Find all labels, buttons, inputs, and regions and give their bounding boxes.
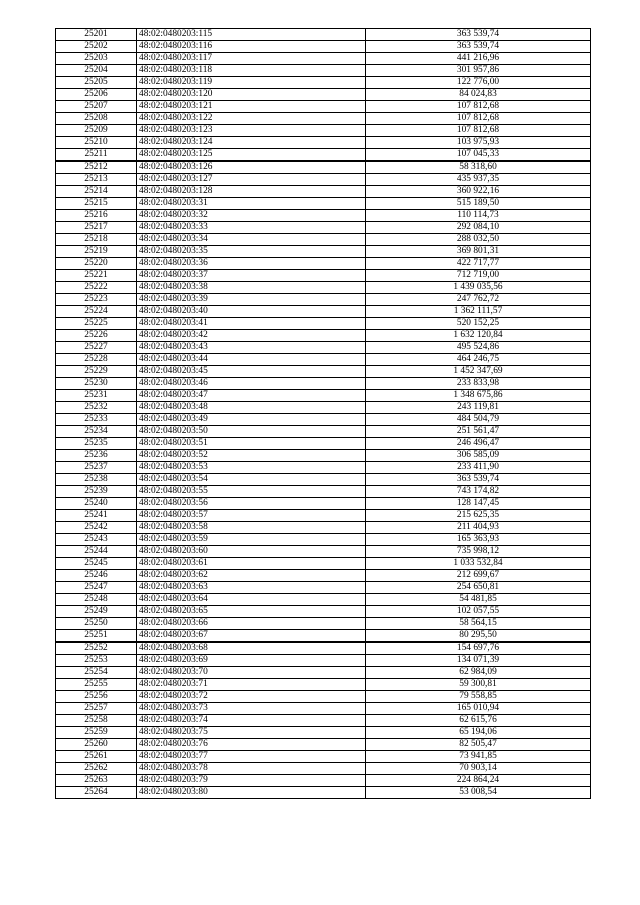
- row-number-cell: 25264: [56, 787, 137, 799]
- cadastral-value-cell: 233 411,90: [366, 462, 591, 474]
- row-number-cell: 25253: [56, 655, 137, 667]
- row-number-cell: 25223: [56, 294, 137, 306]
- table-row: [56, 546, 591, 558]
- row-number-cell: 25254: [56, 667, 137, 679]
- cadastral-number-cell: 48:02:0480203:36: [137, 258, 366, 270]
- row-number-cell: 25215: [56, 198, 137, 210]
- cadastral-number-cell: 48:02:0480203:79: [137, 775, 366, 787]
- row-number-cell: 25231: [56, 390, 137, 402]
- row-number-cell: 25242: [56, 522, 137, 534]
- row-number-cell: 25229: [56, 366, 137, 378]
- row-number-cell: 25236: [56, 450, 137, 462]
- cadastral-number-cell: 48:02:0480203:77: [137, 751, 366, 763]
- cadastral-number-cell: 48:02:0480203:47: [137, 390, 366, 402]
- cadastral-value-cell: 712 719,00: [366, 270, 591, 282]
- cadastral-number-cell: 48:02:0480203:39: [137, 294, 366, 306]
- table-row: [56, 763, 591, 775]
- row-number-cell: 25203: [56, 53, 137, 65]
- table-row: [56, 41, 591, 53]
- cadastral-number-cell: 48:02:0480203:35: [137, 246, 366, 258]
- row-number-cell: 25222: [56, 282, 137, 294]
- cadastral-value-cell: 306 585,09: [366, 450, 591, 462]
- cadastral-value-cell: 360 922,16: [366, 186, 591, 198]
- row-number-cell: 25202: [56, 41, 137, 53]
- row-number-cell: 25217: [56, 222, 137, 234]
- row-number-cell: 25228: [56, 354, 137, 366]
- cadastral-number-cell: 48:02:0480203:57: [137, 510, 366, 522]
- row-number-cell: 25230: [56, 378, 137, 390]
- cadastral-value-cell: 515 189,50: [366, 198, 591, 210]
- table-row: [56, 474, 591, 486]
- table-row: [56, 378, 591, 390]
- row-number-cell: 25239: [56, 486, 137, 498]
- row-number-cell: 25260: [56, 739, 137, 751]
- row-number-cell: 25208: [56, 113, 137, 125]
- cadastral-value-cell: 70 903,14: [366, 763, 591, 775]
- table-row: [56, 174, 591, 186]
- row-number-cell: 25225: [56, 318, 137, 330]
- row-number-cell: 25258: [56, 715, 137, 727]
- cadastral-value-cell: 743 174,82: [366, 486, 591, 498]
- cadastral-value-cell: 128 147,45: [366, 498, 591, 510]
- row-number-cell: 25209: [56, 125, 137, 137]
- table-row: [56, 715, 591, 727]
- row-number-cell: 25255: [56, 679, 137, 691]
- cadastral-number-cell: 48:02:0480203:49: [137, 414, 366, 426]
- table-row: [56, 655, 591, 667]
- table-row: [56, 727, 591, 739]
- cadastral-value-cell: 110 114,73: [366, 210, 591, 222]
- row-number-cell: 25262: [56, 763, 137, 775]
- cadastral-number-cell: 48:02:0480203:46: [137, 378, 366, 390]
- cadastral-number-cell: 48:02:0480203:71: [137, 679, 366, 691]
- cadastral-number-cell: 48:02:0480203:124: [137, 137, 366, 149]
- cadastral-value-cell: 1 362 111,57: [366, 306, 591, 318]
- table-row: [56, 246, 591, 258]
- cadastral-number-cell: 48:02:0480203:31: [137, 198, 366, 210]
- cadastral-number-cell: 48:02:0480203:61: [137, 558, 366, 570]
- cadastral-value-cell: 1 348 675,86: [366, 390, 591, 402]
- cadastral-number-cell: 48:02:0480203:54: [137, 474, 366, 486]
- cadastral-number-cell: 48:02:0480203:68: [137, 642, 366, 655]
- row-number-cell: 25261: [56, 751, 137, 763]
- cadastral-number-cell: 48:02:0480203:121: [137, 101, 366, 113]
- cadastral-value-cell: 62 984,09: [366, 667, 591, 679]
- table-row: [56, 402, 591, 414]
- cadastral-value-cell: 82 505,47: [366, 739, 591, 751]
- table-row: [56, 210, 591, 222]
- row-number-cell: 25244: [56, 546, 137, 558]
- cadastral-value-cell: 165 363,93: [366, 534, 591, 546]
- table-row: [56, 486, 591, 498]
- row-number-cell: 25245: [56, 558, 137, 570]
- cadastral-number-cell: 48:02:0480203:125: [137, 149, 366, 162]
- cadastral-number-cell: 48:02:0480203:59: [137, 534, 366, 546]
- cadastral-value-cell: 79 558,85: [366, 691, 591, 703]
- cadastral-value-cell: 215 625,35: [366, 510, 591, 522]
- row-number-cell: 25220: [56, 258, 137, 270]
- row-number-cell: 25247: [56, 582, 137, 594]
- row-number-cell: 25246: [56, 570, 137, 582]
- table-row: [56, 366, 591, 378]
- cadastral-value-cell: 363 539,74: [366, 474, 591, 486]
- cadastral-value-cell: 53 008,54: [366, 787, 591, 799]
- row-number-cell: 25221: [56, 270, 137, 282]
- cadastral-number-cell: 48:02:0480203:69: [137, 655, 366, 667]
- table-row: [56, 510, 591, 522]
- cadastral-number-cell: 48:02:0480203:48: [137, 402, 366, 414]
- row-number-cell: 25249: [56, 606, 137, 618]
- cadastral-value-cell: 107 045,33: [366, 149, 591, 162]
- table-row: [56, 29, 591, 41]
- cadastral-number-cell: 48:02:0480203:60: [137, 546, 366, 558]
- cadastral-number-cell: 48:02:0480203:78: [137, 763, 366, 775]
- row-number-cell: 25263: [56, 775, 137, 787]
- row-number-cell: 25259: [56, 727, 137, 739]
- cadastral-value-cell: 58 318,60: [366, 161, 591, 174]
- table-row: [56, 462, 591, 474]
- table-row: [56, 282, 591, 294]
- row-number-cell: 25234: [56, 426, 137, 438]
- table-row: [56, 330, 591, 342]
- cadastral-value-cell: 107 812,68: [366, 125, 591, 137]
- cadastral-number-cell: 48:02:0480203:64: [137, 594, 366, 606]
- row-number-cell: 25201: [56, 29, 137, 41]
- row-number-cell: 25207: [56, 101, 137, 113]
- row-number-cell: 25252: [56, 642, 137, 655]
- cadastral-number-cell: 48:02:0480203:62: [137, 570, 366, 582]
- cadastral-value-cell: 103 975,93: [366, 137, 591, 149]
- row-number-cell: 25214: [56, 186, 137, 198]
- cadastral-value-cell: 107 812,68: [366, 101, 591, 113]
- cadastral-value-cell: 107 812,68: [366, 113, 591, 125]
- table-row: [56, 65, 591, 77]
- row-number-cell: 25256: [56, 691, 137, 703]
- cadastral-number-cell: 48:02:0480203:56: [137, 498, 366, 510]
- cadastral-value-cell: 1 439 035,56: [366, 282, 591, 294]
- table-row: [56, 751, 591, 763]
- cadastral-number-cell: 48:02:0480203:34: [137, 234, 366, 246]
- table-row: [56, 498, 591, 510]
- table-row: [56, 667, 591, 679]
- cadastral-value-cell: 58 564,15: [366, 618, 591, 630]
- cadastral-number-cell: 48:02:0480203:123: [137, 125, 366, 137]
- cadastral-value-cell: 54 481,85: [366, 594, 591, 606]
- cadastral-number-cell: 48:02:0480203:43: [137, 342, 366, 354]
- table-row: [56, 570, 591, 582]
- cadastral-value-cell: 301 957,86: [366, 65, 591, 77]
- cadastral-value-cell: 62 615,76: [366, 715, 591, 727]
- table-row: [56, 414, 591, 426]
- table-row: [56, 522, 591, 534]
- table-row: [56, 390, 591, 402]
- row-number-cell: 25240: [56, 498, 137, 510]
- cadastral-number-cell: 48:02:0480203:80: [137, 787, 366, 799]
- row-number-cell: 25248: [56, 594, 137, 606]
- table-row: [56, 775, 591, 787]
- row-number-cell: 25243: [56, 534, 137, 546]
- table-row: [56, 234, 591, 246]
- table-row: [56, 342, 591, 354]
- cadastral-number-cell: 48:02:0480203:51: [137, 438, 366, 450]
- cadastral-number-cell: 48:02:0480203:44: [137, 354, 366, 366]
- row-number-cell: 25219: [56, 246, 137, 258]
- table-row: [56, 691, 591, 703]
- row-number-cell: 25237: [56, 462, 137, 474]
- cadastral-value-cell: 73 941,85: [366, 751, 591, 763]
- cadastral-value-cell: 65 194,06: [366, 727, 591, 739]
- cadastral-number-cell: 48:02:0480203:75: [137, 727, 366, 739]
- cadastral-value-cell: 363 539,74: [366, 41, 591, 53]
- table-row: [56, 582, 591, 594]
- cadastral-number-cell: 48:02:0480203:55: [137, 486, 366, 498]
- table-row: [56, 270, 591, 282]
- row-number-cell: 25205: [56, 77, 137, 89]
- cadastral-value-table: [55, 28, 591, 799]
- cadastral-number-cell: 48:02:0480203:73: [137, 703, 366, 715]
- row-number-cell: 25233: [56, 414, 137, 426]
- cadastral-value-cell: 484 504,79: [366, 414, 591, 426]
- table-row: [56, 618, 591, 630]
- cadastral-number-cell: 48:02:0480203:32: [137, 210, 366, 222]
- row-number-cell: 25232: [56, 402, 137, 414]
- cadastral-value-cell: 212 699,67: [366, 570, 591, 582]
- cadastral-value-cell: 224 864,24: [366, 775, 591, 787]
- cadastral-value-cell: 233 833,98: [366, 378, 591, 390]
- cadastral-number-cell: 48:02:0480203:52: [137, 450, 366, 462]
- row-number-cell: 25235: [56, 438, 137, 450]
- table-row: [56, 137, 591, 149]
- cadastral-value-cell: 246 496,47: [366, 438, 591, 450]
- row-number-cell: 25251: [56, 630, 137, 643]
- cadastral-number-cell: 48:02:0480203:122: [137, 113, 366, 125]
- cadastral-value-cell: 251 561,47: [366, 426, 591, 438]
- row-number-cell: 25241: [56, 510, 137, 522]
- cadastral-number-cell: 48:02:0480203:126: [137, 161, 366, 174]
- table-row: [56, 438, 591, 450]
- cadastral-number-cell: 48:02:0480203:45: [137, 366, 366, 378]
- table-row: [56, 534, 591, 546]
- cadastral-value-cell: 1 033 532,84: [366, 558, 591, 570]
- cadastral-number-cell: 48:02:0480203:120: [137, 89, 366, 101]
- cadastral-number-cell: 48:02:0480203:50: [137, 426, 366, 438]
- cadastral-value-cell: 422 717,77: [366, 258, 591, 270]
- table-row: [56, 186, 591, 198]
- cadastral-value-cell: 122 776,00: [366, 77, 591, 89]
- cadastral-number-cell: 48:02:0480203:37: [137, 270, 366, 282]
- row-number-cell: 25204: [56, 65, 137, 77]
- cadastral-number-cell: 48:02:0480203:116: [137, 41, 366, 53]
- table-row: [56, 198, 591, 210]
- cadastral-number-cell: 48:02:0480203:41: [137, 318, 366, 330]
- table-row: [56, 630, 591, 643]
- cadastral-number-cell: 48:02:0480203:128: [137, 186, 366, 198]
- cadastral-value-cell: 84 024,83: [366, 89, 591, 101]
- table-row: [56, 294, 591, 306]
- table-row: [56, 558, 591, 570]
- cadastral-number-cell: 48:02:0480203:72: [137, 691, 366, 703]
- cadastral-number-cell: 48:02:0480203:58: [137, 522, 366, 534]
- cadastral-value-cell: 1 452 347,69: [366, 366, 591, 378]
- cadastral-number-cell: 48:02:0480203:117: [137, 53, 366, 65]
- row-number-cell: 25216: [56, 210, 137, 222]
- table-row: [56, 787, 591, 799]
- table-row: [56, 739, 591, 751]
- table-row: [56, 149, 591, 162]
- cadastral-number-cell: 48:02:0480203:53: [137, 462, 366, 474]
- table-body: [56, 29, 591, 799]
- row-number-cell: 25213: [56, 174, 137, 186]
- cadastral-number-cell: 48:02:0480203:118: [137, 65, 366, 77]
- row-number-cell: 25206: [56, 89, 137, 101]
- cadastral-value-cell: 211 404,93: [366, 522, 591, 534]
- cadastral-value-cell: 520 152,25: [366, 318, 591, 330]
- cadastral-value-cell: 288 032,50: [366, 234, 591, 246]
- cadastral-value-cell: 247 762,72: [366, 294, 591, 306]
- table-row: [56, 258, 591, 270]
- table-row: [56, 161, 591, 174]
- cadastral-value-cell: 441 216,96: [366, 53, 591, 65]
- table-row: [56, 306, 591, 318]
- row-number-cell: 25212: [56, 161, 137, 174]
- cadastral-number-cell: 48:02:0480203:33: [137, 222, 366, 234]
- cadastral-value-cell: 134 071,39: [366, 655, 591, 667]
- cadastral-value-cell: 80 295,50: [366, 630, 591, 643]
- cadastral-value-cell: 464 246,75: [366, 354, 591, 366]
- cadastral-number-cell: 48:02:0480203:66: [137, 618, 366, 630]
- cadastral-value-cell: 363 539,74: [366, 29, 591, 41]
- cadastral-number-cell: 48:02:0480203:119: [137, 77, 366, 89]
- cadastral-number-cell: 48:02:0480203:115: [137, 29, 366, 41]
- row-number-cell: 25226: [56, 330, 137, 342]
- table-row: [56, 125, 591, 137]
- row-number-cell: 25211: [56, 149, 137, 162]
- row-number-cell: 25218: [56, 234, 137, 246]
- cadastral-value-cell: 435 937,35: [366, 174, 591, 186]
- table-row: [56, 354, 591, 366]
- cadastral-value-cell: 154 697,76: [366, 642, 591, 655]
- table-row: [56, 101, 591, 113]
- cadastral-value-cell: 369 801,31: [366, 246, 591, 258]
- cadastral-value-cell: 1 632 120,84: [366, 330, 591, 342]
- table-row: [56, 594, 591, 606]
- cadastral-value-cell: 165 010,94: [366, 703, 591, 715]
- table-row: [56, 450, 591, 462]
- cadastral-value-cell: 735 998,12: [366, 546, 591, 558]
- row-number-cell: 25238: [56, 474, 137, 486]
- cadastral-number-cell: 48:02:0480203:65: [137, 606, 366, 618]
- row-number-cell: 25224: [56, 306, 137, 318]
- table-row: [56, 77, 591, 89]
- cadastral-number-cell: 48:02:0480203:67: [137, 630, 366, 643]
- table-row: [56, 703, 591, 715]
- row-number-cell: 25257: [56, 703, 137, 715]
- table-row: [56, 426, 591, 438]
- cadastral-number-cell: 48:02:0480203:40: [137, 306, 366, 318]
- cadastral-number-cell: 48:02:0480203:70: [137, 667, 366, 679]
- cadastral-value-cell: 59 300,81: [366, 679, 591, 691]
- cadastral-value-cell: 495 524,86: [366, 342, 591, 354]
- cadastral-number-cell: 48:02:0480203:127: [137, 174, 366, 186]
- cadastral-value-cell: 254 650,81: [366, 582, 591, 594]
- table-row: [56, 53, 591, 65]
- cadastral-number-cell: 48:02:0480203:38: [137, 282, 366, 294]
- table-row: [56, 222, 591, 234]
- table-row: [56, 113, 591, 125]
- cadastral-value-cell: 102 057,55: [366, 606, 591, 618]
- cadastral-value-cell: 243 119,81: [366, 402, 591, 414]
- row-number-cell: 25250: [56, 618, 137, 630]
- table-row: [56, 89, 591, 101]
- cadastral-value-cell: 292 084,10: [366, 222, 591, 234]
- table-row: [56, 606, 591, 618]
- table-row: [56, 679, 591, 691]
- row-number-cell: 25210: [56, 137, 137, 149]
- cadastral-number-cell: 48:02:0480203:74: [137, 715, 366, 727]
- cadastral-number-cell: 48:02:0480203:63: [137, 582, 366, 594]
- table-row: [56, 642, 591, 655]
- cadastral-number-cell: 48:02:0480203:42: [137, 330, 366, 342]
- row-number-cell: 25227: [56, 342, 137, 354]
- table-row: [56, 318, 591, 330]
- cadastral-number-cell: 48:02:0480203:76: [137, 739, 366, 751]
